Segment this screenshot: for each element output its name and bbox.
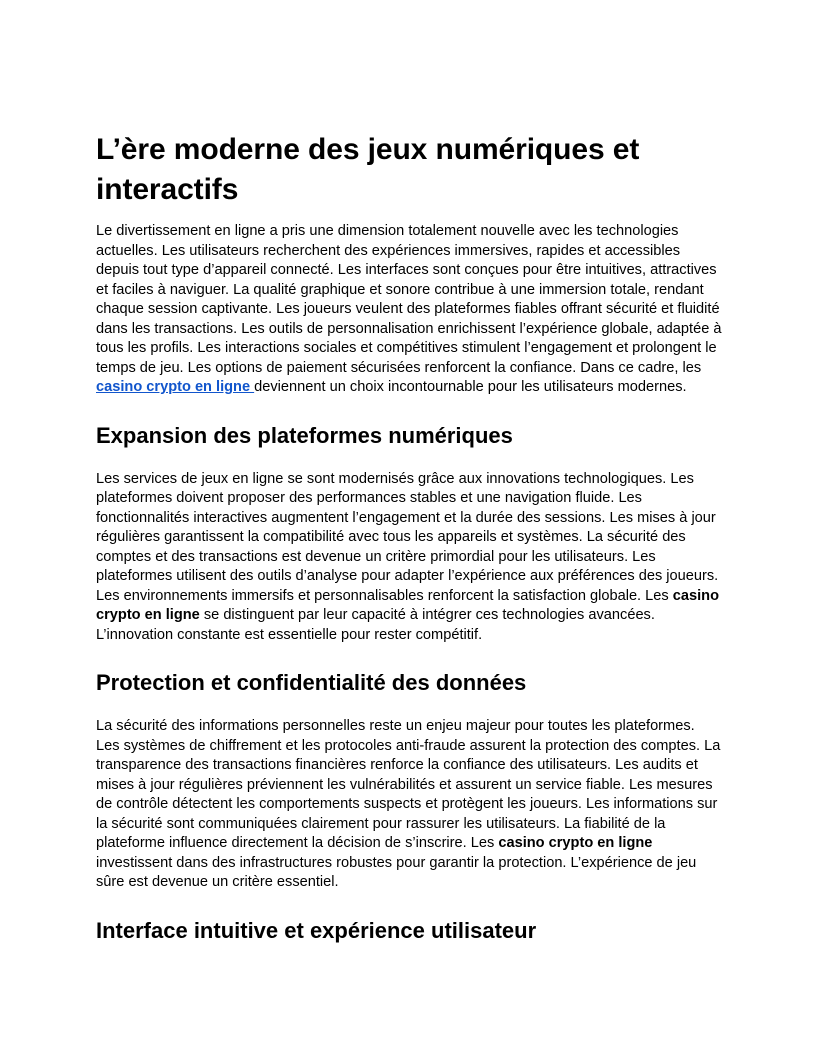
protection-text-before: La sécurité des informations personnelles reste un enjeu majeur pour toutes les plateformes. Les systèmes de chiffrement et les protocoles anti-fraude assurent la protection des comptes. La transparence des transactions financières renforce la confiance des utilisateurs. Les audits et mises à jour régulières préviennent les vulnérabilités et assurent un service fiable. Les mesures de contrôle détectent les comportements suspects et protègent les joueurs. Les informations sur la sécurité sont communiquées clairement pour rassurer les utilisateurs. La fiabilité de la plateforme influence directement la décision de s’inscrire. Les <box>96 718 721 851</box>
section-heading-interface: Interface intuitive et expérience utilisateur <box>96 917 537 943</box>
intro-text-after: deviennent un choix incontournable pour les utilisateurs modernes. <box>254 379 687 395</box>
section-heading-expansion: Expansion des plateformes numériques <box>96 422 513 448</box>
protection-text-after: investissent dans des infrastructures robustes pour garantir la protection. L’expérience de jeu sûre est devenue un critère essentiel. <box>96 854 697 890</box>
document-page <box>96 120 722 965</box>
expansion-text-after: se distinguent par leur capacité à intégrer ces technologies avancées. L’innovation constante est essentielle pour rester compétitif. <box>96 607 655 643</box>
expansion-paragraph <box>96 470 722 646</box>
intro-text-before: Le divertissement en ligne a pris une dimension totalement nouvelle avec les technologies actuelles. Les utilisateurs recherchent des expériences immersives, rapides et accessibles depuis tout type d’appareil connecté. Les interfaces sont conçues pour être intuitives, attractives et faciles à naviguer. La qualité graphique et sonore contribue à une immersion totale, rendant chaque session captivante. Les joueurs veulent des plateformes fiables offrant sécurité et fluidité dans les transactions. Les outils de personnalisation enrichissent l’expérience globale, adaptée à tous les profils. Les interactions sociales et compétitives stimulent l’engagement et prolongent le temps de jeu. Les options de paiement sécurisées renforcent la confiance. Dans ce cadre, les <box>96 223 722 376</box>
expansion-bold-term: casino crypto en ligne <box>96 587 719 623</box>
expansion-text-before: Les services de jeux en ligne se sont modernisés grâce aux innovations technologiques. Les plateformes doivent proposer des performances stables et une navigation fluide. Les fonctionnalités interactives augmentent l’engagement et la durée des sessions. Les mises à jour régulières garantissent la compatibilité avec tous les appareils et systèmes. La sécurité des comptes et des transactions est devenue un critère primordial pour les utilisateurs. Les plateformes utilisent des outils d’analyse pour adapter l’expérience aux préférences des joueurs. Les environnements immersifs et personnalisables renforcent la satisfaction globale. Les <box>96 470 719 604</box>
casino-crypto-link[interactable]: casino crypto en ligne <box>96 379 255 395</box>
protection-bold-term: casino crypto en ligne <box>498 835 653 851</box>
page-title: L’ère moderne des jeux numériques et interactifs <box>96 133 640 206</box>
intro-paragraph <box>96 222 722 398</box>
section-heading-protection: Protection et confidentialité des données <box>96 670 527 695</box>
protection-paragraph <box>96 717 722 893</box>
